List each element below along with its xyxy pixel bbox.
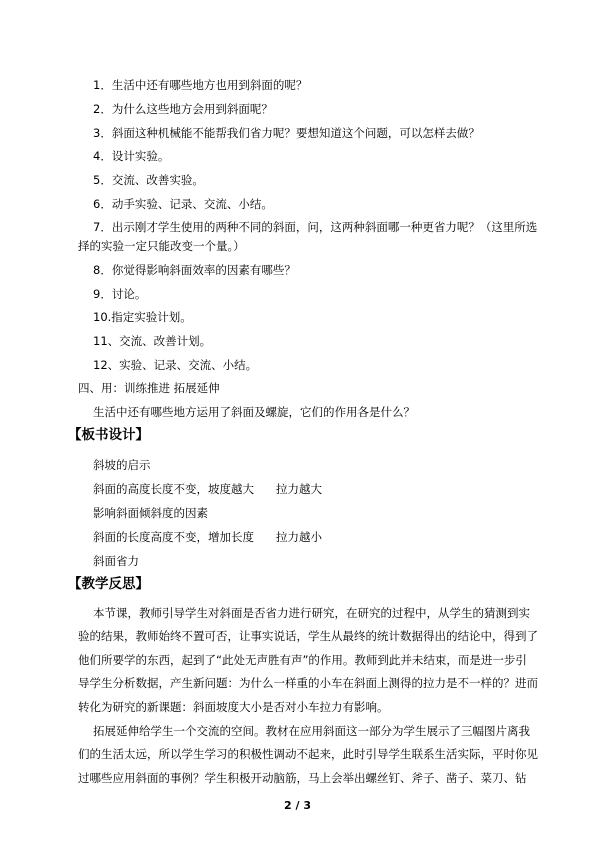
page-number: 2 / 3	[284, 799, 311, 812]
step-4: 4．设计实验。	[93, 149, 170, 163]
reflection-p2-line-3: 过哪些应用斜面的事例？学生积极开动脑筋，马上会举出螺丝钉、斧子、凿子、菜刀、钻	[78, 771, 527, 785]
board-line-4-left: 斜面的长度高度不变，增加长度	[93, 530, 254, 544]
step-1: 1．生活中还有哪些地方也用到斜面的呢？	[93, 78, 308, 92]
step-9: 9．讨论。	[93, 287, 147, 301]
board-line-4	[93, 529, 322, 545]
step-10: 10.指定实验计划。	[93, 310, 192, 324]
step-3: 3．斜面这种机械能不能帮我们省力呢？要想知道这个问题，可以怎样去做？	[93, 126, 480, 140]
step-11: 11、交流、改善计划。	[93, 334, 212, 348]
reflection-p2-line-1: 拓展延伸给学生一个交流的空间。教材在应用斜面这一部分为学生展示了三幅图片离我	[93, 724, 530, 738]
reflection-p1-line-4: 导学生分析数据，产生新问题：为什么一样重的小车在斜面上测得的拉力是不一样的？进而	[78, 676, 538, 690]
step-7: 7．出示刚才学生使用的两种不同的斜面，问，这两种斜面哪一种更省力呢？（这里所选	[93, 220, 538, 234]
section-4-title: 四、用：训练推进 拓展延伸	[78, 381, 220, 395]
board-line-5: 斜面省力	[93, 554, 139, 568]
board-line-3: 影响斜面倾斜度的因素	[93, 506, 208, 520]
step-2: 2．为什么这些地方会用到斜面呢？	[93, 102, 273, 116]
reflection-p1-line-2: 验的结果，教师始终不置可否，让事实说话，学生从最终的统计数据得出的结论中，得到了	[78, 629, 538, 643]
board-design-heading: 【板书设计】	[68, 427, 149, 443]
reflection-p1-line-5: 转化为研究的新课题：斜面坡度大小是否对小车拉力有影响。	[78, 700, 389, 714]
reflection-p1-line-1: 本节课，教师引导学生对斜面是否省力进行研究，在研究的过程中，从学生的猜测到实	[93, 606, 530, 620]
board-line-2-left: 斜面的高度长度不变，坡度越大	[93, 482, 254, 496]
step-5: 5．交流、改善实验。	[93, 173, 204, 187]
step-7-continued: 择的实验一定只能改变一个量。）	[78, 239, 245, 253]
reflection-heading: 【教学反思】	[68, 576, 149, 592]
section-4-question: 生活中还有哪些地方运用了斜面及螺旋，它们的作用各是什么？	[93, 405, 415, 419]
step-12: 12、实验、记录、交流、小结。	[93, 358, 258, 372]
step-8: 8．你觉得影响斜面效率的因素有哪些？	[93, 263, 296, 277]
reflection-p1-line-3: 他们所要学的东西，起到了“此处无声胜有声”的作用。教师到此并未结束，而是进一步引	[78, 653, 527, 667]
board-line-2-right: 拉力越大	[276, 482, 322, 496]
step-6: 6．动手实验、记录、交流、小结。	[93, 197, 273, 211]
board-line-1: 斜坡的启示	[93, 458, 151, 472]
reflection-p2-line-2: 们的生活太远，所以学生学习的积极性调动不起来，此时引导学生联系生活实际，平时你见	[78, 747, 538, 761]
board-line-4-right: 拉力越小	[276, 530, 322, 544]
board-line-2	[93, 481, 322, 497]
